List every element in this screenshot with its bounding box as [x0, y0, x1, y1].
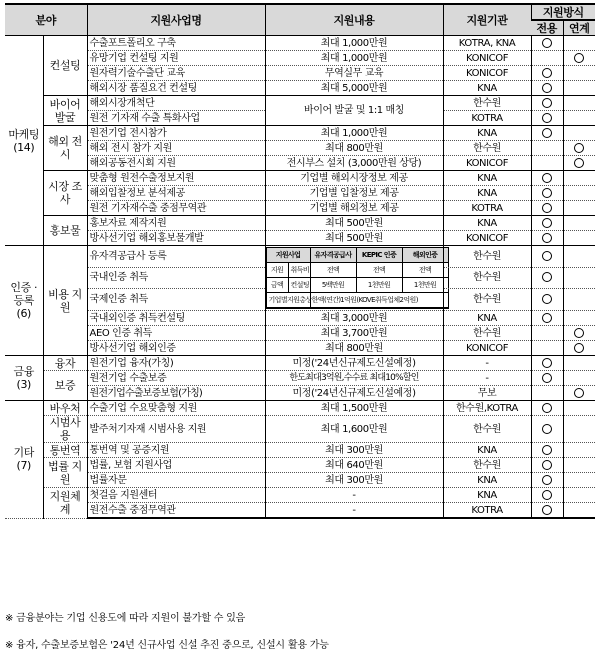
dedicated-mark — [531, 51, 563, 66]
program-name: 법률자문 — [87, 473, 265, 488]
circle-mark-icon — [574, 343, 584, 353]
circle-mark-icon — [542, 272, 552, 282]
circle-mark-icon — [574, 388, 584, 398]
header-content: 지원내용 — [265, 4, 443, 36]
cert-support-inner-table — [266, 247, 449, 309]
program-name: 원전 기자재수출 중점무역관 — [87, 201, 265, 216]
dedicated-mark — [531, 356, 563, 371]
dedicated-mark — [531, 246, 563, 268]
linked-mark — [563, 186, 595, 201]
table-row — [5, 386, 595, 401]
dedicated-mark — [531, 111, 563, 126]
program-name: 유자격공급사 등록 — [87, 246, 265, 268]
circle-mark-icon — [542, 373, 552, 383]
circle-mark-icon — [542, 445, 552, 455]
subsection-system: 지원체계 — [43, 488, 87, 519]
inner-cell: 전액 — [310, 263, 356, 278]
linked-mark — [563, 401, 595, 416]
dedicated-mark — [531, 473, 563, 488]
linked-mark — [563, 416, 595, 443]
circle-mark-icon — [542, 313, 552, 323]
circle-mark-icon — [542, 83, 552, 93]
program-content: 최대 500만원 — [265, 231, 443, 246]
circle-mark-icon — [542, 113, 552, 123]
table-row — [5, 186, 595, 201]
program-agency: KOTRA — [443, 111, 531, 126]
circle-mark-icon — [542, 294, 552, 304]
subsection-market: 시장 조사 — [43, 171, 87, 216]
header-linked: 연계 — [563, 20, 595, 36]
table-row — [5, 156, 595, 171]
program-name: 첫걸음 지원센터 — [87, 488, 265, 503]
program-content: 기업별 해외정보 제공 — [265, 201, 443, 216]
linked-mark — [563, 473, 595, 488]
program-agency: KNA — [443, 81, 531, 96]
program-agency: KOTRA — [443, 503, 531, 519]
table-row — [5, 216, 595, 231]
subsection-loan: 융자 — [43, 356, 87, 371]
dedicated-mark — [531, 386, 563, 401]
program-content: 최대 800만원 — [265, 341, 443, 356]
subsection-consulting: 컨설팅 — [43, 36, 87, 96]
inner-label: 컨설팅 — [288, 278, 310, 293]
program-name: 원전 기자재 수출 특화사업 — [87, 111, 265, 126]
table-row — [5, 36, 595, 51]
circle-mark-icon — [542, 188, 552, 198]
footnote: ※ 금융분야는 기업 신용도에 따라 지원이 불가할 수 있음 — [5, 613, 246, 624]
program-content: 최대 1,600만원 — [265, 416, 443, 443]
program-content: 최대 300만원 — [265, 473, 443, 488]
program-agency: 무보 — [443, 386, 531, 401]
program-content: 미정('24년신규제도신설예정) — [265, 386, 443, 401]
program-agency: - — [443, 356, 531, 371]
program-content: 한도최대3억원,수수료 최대10%할인 — [265, 371, 443, 386]
dedicated-mark — [531, 81, 563, 96]
circle-mark-icon — [574, 328, 584, 338]
program-agency: KOTRA, KNA — [443, 36, 531, 51]
linked-mark — [563, 231, 595, 246]
table-row — [5, 326, 595, 341]
linked-mark — [563, 386, 595, 401]
program-name: 해외 전시 참가 지원 — [87, 141, 265, 156]
program-name: 원전수출 중점무역관 — [87, 503, 265, 519]
circle-mark-icon — [542, 233, 552, 243]
program-content: 최대 500만원 — [265, 216, 443, 231]
program-agency: KNA — [443, 126, 531, 141]
header-program: 지원사업명 — [87, 4, 265, 36]
dedicated-mark — [531, 289, 563, 311]
program-agency: 한수원 — [443, 326, 531, 341]
circle-mark-icon — [542, 98, 552, 108]
program-agency: 한수원 — [443, 458, 531, 473]
dedicated-mark — [531, 36, 563, 51]
program-content: - — [265, 488, 443, 503]
inner-cell: 1천만원 — [356, 278, 402, 293]
circle-mark-icon — [542, 68, 552, 78]
circle-mark-icon — [542, 475, 552, 485]
program-name: 해외입찰정보 분석제공 — [87, 186, 265, 201]
dedicated-mark — [531, 186, 563, 201]
program-content: 최대 1,000만원 — [265, 51, 443, 66]
program-name: 원전기업 전시참가 — [87, 126, 265, 141]
inner-header-kepic: KEPIC 인증 — [356, 248, 402, 263]
dedicated-mark — [531, 96, 563, 111]
circle-mark-icon — [542, 358, 552, 368]
dedicated-mark — [531, 416, 563, 443]
program-content: 미정('24년신규제도신설예정) — [265, 356, 443, 371]
linked-mark — [563, 51, 595, 66]
linked-mark — [563, 201, 595, 216]
program-agency: 한수원 — [443, 416, 531, 443]
table-row — [5, 488, 595, 503]
dedicated-mark — [531, 201, 563, 216]
table-row — [5, 171, 595, 186]
dedicated-mark — [531, 171, 563, 186]
subsection-legal: 법률 지원 — [43, 458, 87, 488]
linked-mark — [563, 141, 595, 156]
linked-mark — [563, 503, 595, 519]
linked-mark — [563, 156, 595, 171]
dedicated-mark — [531, 443, 563, 458]
table-row — [5, 371, 595, 386]
program-name: 발주처기자재 시범사용 지원 — [87, 416, 265, 443]
program-name: 통번역 및 공증지원 — [87, 443, 265, 458]
program-name: 법률, 보험 지원사업 — [87, 458, 265, 473]
circle-mark-icon — [574, 158, 584, 168]
program-name: 원자력기술수출단 교육 — [87, 66, 265, 81]
program-name: 국제인증 취득 — [87, 289, 265, 311]
program-name: 수출포트폴리오 구축 — [87, 36, 265, 51]
program-name: 유망기업 컨설팅 지원 — [87, 51, 265, 66]
program-name: AEO 인증 취득 — [87, 326, 265, 341]
circle-mark-icon — [542, 424, 552, 434]
program-name: 국내인증 취득 — [87, 267, 265, 289]
inner-cell: 1억원(KOVE취득업체2억원) — [310, 293, 448, 309]
table-row — [5, 443, 595, 458]
program-agency: KOTRA — [443, 201, 531, 216]
table-row — [5, 201, 595, 216]
header-field: 분야 — [5, 4, 87, 36]
program-content: 기업별 입찰정보 제공 — [265, 186, 443, 201]
program-name: 원전기업수출보증보험(가칭) — [87, 386, 265, 401]
table-row — [5, 141, 595, 156]
circle-mark-icon — [542, 505, 552, 515]
linked-mark — [563, 96, 595, 111]
circle-mark-icon — [542, 490, 552, 500]
table-row — [5, 401, 595, 416]
circle-mark-icon — [542, 173, 552, 183]
linked-mark — [563, 66, 595, 81]
inner-header-overseas: 해외인증 — [402, 248, 448, 263]
inner-cell: 전액 — [402, 263, 448, 278]
table-row — [5, 473, 595, 488]
program-name: 해외시장 품질요건 컨설팅 — [87, 81, 265, 96]
program-agency: KONICOF — [443, 156, 531, 171]
dedicated-mark — [531, 231, 563, 246]
subsection-voucher: 바우처 — [43, 401, 87, 416]
dedicated-mark — [531, 156, 563, 171]
dedicated-mark — [531, 401, 563, 416]
table-row — [5, 231, 595, 246]
subsection-guarantee: 보증 — [43, 371, 87, 401]
table-row — [5, 81, 595, 96]
circle-mark-icon — [542, 460, 552, 470]
linked-mark — [563, 341, 595, 356]
program-name: 방사선기업 해외인증 — [87, 341, 265, 356]
circle-mark-icon — [574, 53, 584, 63]
inner-cell: 5백만원 — [310, 278, 356, 293]
table-row — [5, 66, 595, 81]
program-content: 최대 3,000만원 — [265, 311, 443, 326]
program-content: 최대 640만원 — [265, 458, 443, 473]
circle-mark-icon — [542, 203, 552, 213]
program-name: 방사선기업 해외홍보물개발 — [87, 231, 265, 246]
inner-cell: 1천만원 — [402, 278, 448, 293]
dedicated-mark — [531, 371, 563, 386]
program-agency: KNA — [443, 186, 531, 201]
linked-mark — [563, 246, 595, 268]
dedicated-mark — [531, 267, 563, 289]
program-name: 해외공동전시회 지원 — [87, 156, 265, 171]
linked-mark — [563, 126, 595, 141]
program-name: 수출기업 수요맞춤형 지원 — [87, 401, 265, 416]
table-row — [5, 246, 595, 268]
program-agency: KNA — [443, 443, 531, 458]
program-content: 바이어 발굴 및 1:1 매칭 — [265, 96, 443, 126]
program-agency: 한수원 — [443, 289, 531, 311]
inner-header-program: 지원사업 — [266, 248, 310, 263]
program-agency: KNA — [443, 216, 531, 231]
inner-header-qualified: 유자격공급사 — [310, 248, 356, 263]
linked-mark — [563, 267, 595, 289]
support-program-table — [5, 3, 595, 519]
dedicated-mark — [531, 216, 563, 231]
dedicated-mark — [531, 311, 563, 326]
dedicated-mark — [531, 126, 563, 141]
linked-mark — [563, 311, 595, 326]
program-content: 최대 1,000만원 — [265, 126, 443, 141]
linked-mark — [563, 326, 595, 341]
footnotes — [5, 612, 329, 666]
footnote: ※ 융자, 수출보증보험은 '24년 신규사업 신설 추진 중으로, 신설시 활용 가능 — [5, 640, 329, 651]
inner-label: 취득비 — [288, 263, 310, 278]
linked-mark — [563, 458, 595, 473]
dedicated-mark — [531, 341, 563, 356]
program-agency: 한수원 — [443, 246, 531, 268]
table-row — [5, 126, 595, 141]
inner-cell: 전액 — [356, 263, 402, 278]
program-content: 최대 1,000만원 — [265, 36, 443, 51]
linked-mark — [563, 443, 595, 458]
program-agency: 한수원,KOTRA — [443, 401, 531, 416]
linked-mark — [563, 289, 595, 311]
inner-label: 지원 — [266, 263, 288, 278]
program-content: 무역실무 교육 — [265, 66, 443, 81]
program-agency: - — [443, 371, 531, 386]
inner-label: 금액 — [266, 278, 288, 293]
program-agency: 한수원 — [443, 96, 531, 111]
table-row — [5, 311, 595, 326]
program-name: 원전기업 수출보증 — [87, 371, 265, 386]
program-agency: KONICOF — [443, 51, 531, 66]
circle-mark-icon — [542, 403, 552, 413]
linked-mark — [563, 216, 595, 231]
subsection-buyer: 바이어 발굴 — [43, 96, 87, 126]
section-finance: 금융 (3) — [5, 356, 43, 401]
table-row — [5, 96, 595, 111]
circle-mark-icon — [542, 38, 552, 48]
dedicated-mark — [531, 326, 563, 341]
linked-mark — [563, 81, 595, 96]
section-cert: 인증 · 등록 (6) — [5, 246, 43, 356]
program-agency: KNA — [443, 171, 531, 186]
program-agency: KNA — [443, 311, 531, 326]
subsection-pilot: 시범사용 — [43, 416, 87, 443]
table-row — [5, 341, 595, 356]
header-method: 지원방식 — [531, 4, 595, 20]
linked-mark — [563, 36, 595, 51]
program-content: 기업별 해외시장정보 제공 — [265, 171, 443, 186]
program-agency: KONICOF — [443, 66, 531, 81]
table-row — [5, 51, 595, 66]
dedicated-mark — [531, 66, 563, 81]
table-row — [5, 416, 595, 443]
table-row — [5, 458, 595, 473]
program-content: 최대 3,700만원 — [265, 326, 443, 341]
program-content: 최대 1,500만원 — [265, 401, 443, 416]
header-agency: 지원기관 — [443, 4, 531, 36]
program-agency: KNA — [443, 473, 531, 488]
header-dedicated: 전용 — [531, 20, 563, 36]
dedicated-mark — [531, 141, 563, 156]
circle-mark-icon — [542, 251, 552, 261]
program-content: 최대 300만원 — [265, 443, 443, 458]
program-name: 국내외인증 취득컨설팅 — [87, 311, 265, 326]
dedicated-mark — [531, 503, 563, 519]
cert-support-detail — [265, 246, 443, 311]
table-row — [5, 356, 595, 371]
linked-mark — [563, 111, 595, 126]
program-name: 홍보자료 제작지원 — [87, 216, 265, 231]
program-agency: KONICOF — [443, 341, 531, 356]
subsection-interp: 통번역 — [43, 443, 87, 458]
program-agency: 한수원 — [443, 267, 531, 289]
linked-mark — [563, 356, 595, 371]
program-name: 맞춤형 원전수출정보지원 — [87, 171, 265, 186]
dedicated-mark — [531, 458, 563, 473]
inner-label: 기업별지원총상한액(연간) — [266, 293, 310, 309]
circle-mark-icon — [542, 128, 552, 138]
program-name: 원전기업 융자(가칭) — [87, 356, 265, 371]
circle-mark-icon — [542, 218, 552, 228]
program-content: - — [265, 503, 443, 519]
program-content: 전시부스 설치 (3,000만원 상당) — [265, 156, 443, 171]
program-agency: KNA — [443, 488, 531, 503]
program-content: 최대 800만원 — [265, 141, 443, 156]
program-agency: KONICOF — [443, 231, 531, 246]
section-marketing: 마케팅 (14) — [5, 36, 43, 246]
subsection-promo: 홍보물 — [43, 216, 87, 246]
program-name: 해외시장개척단 — [87, 96, 265, 111]
circle-mark-icon — [574, 143, 584, 153]
program-content: 최대 5,000만원 — [265, 81, 443, 96]
subsection-costs: 비용 지원 — [43, 246, 87, 356]
linked-mark — [563, 371, 595, 386]
linked-mark — [563, 171, 595, 186]
program-agency: 한수원 — [443, 141, 531, 156]
table-row — [5, 503, 595, 519]
section-etc: 기타 (7) — [5, 401, 43, 519]
subsection-exhibit: 해외 전시 — [43, 126, 87, 171]
linked-mark — [563, 488, 595, 503]
dedicated-mark — [531, 488, 563, 503]
